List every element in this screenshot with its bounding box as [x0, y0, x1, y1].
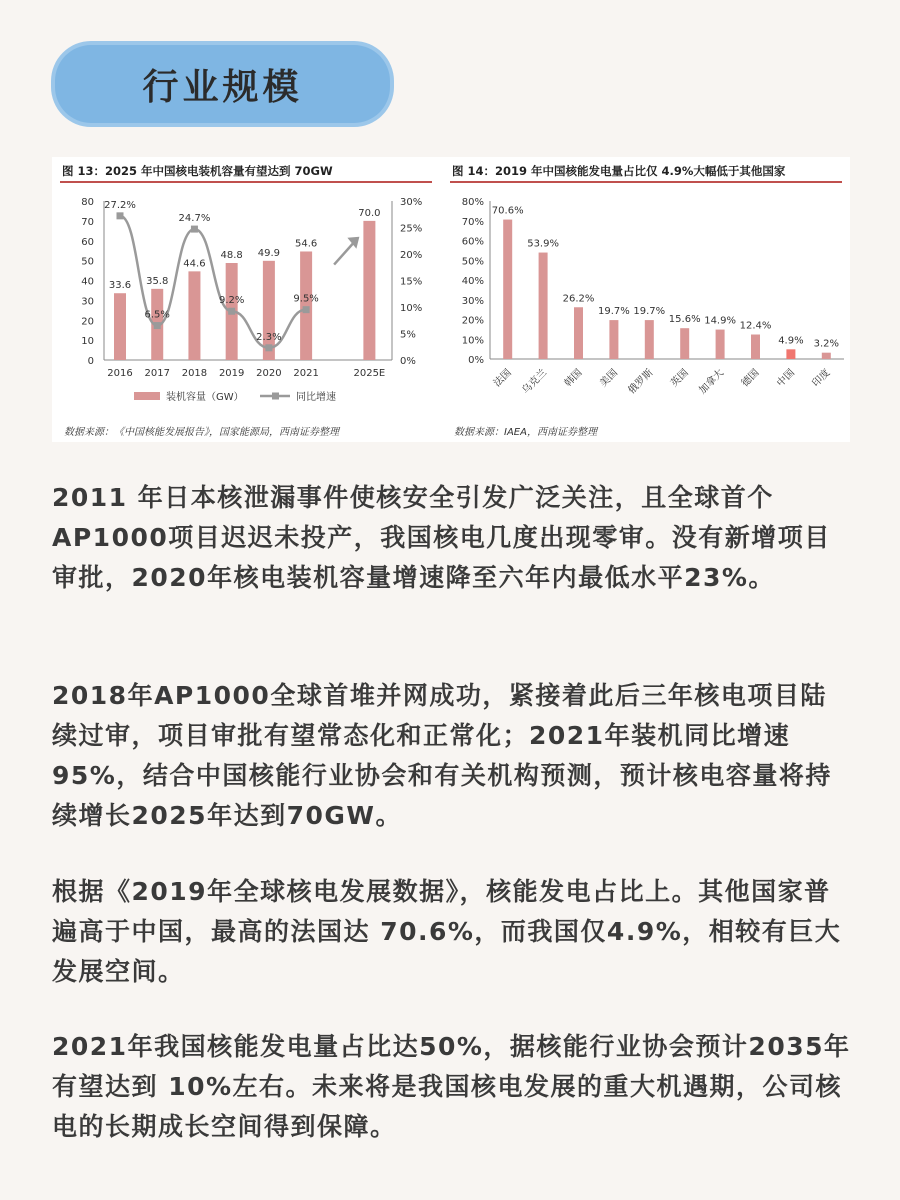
bar-capacity [300, 251, 312, 360]
bar-share [786, 349, 795, 359]
growth-value-label: 9.5% [293, 293, 319, 305]
bar-share [680, 328, 689, 359]
y-tick-label: 20% [461, 315, 484, 327]
growth-marker [228, 308, 235, 315]
y-tick-label: 30 [81, 296, 94, 308]
x-tick-label: 印度 [810, 367, 833, 390]
growth-marker [265, 344, 272, 351]
x-tick-label: 2019 [218, 368, 245, 379]
bar-value-label: 44.6 [183, 258, 206, 270]
section-title-badge [55, 45, 390, 123]
x-tick-label: 2020 [256, 368, 282, 379]
bar-share [822, 353, 831, 359]
bar-share [574, 307, 583, 359]
growth-marker [117, 212, 124, 219]
chart-share-source: 数据来源：IAEA，西南证券整理 [454, 427, 597, 438]
chart-capacity-title: 图 13：2025 年中国核电装机容量有望达到 70GW [62, 164, 333, 178]
bar-value-label: 19.7% [598, 306, 630, 318]
x-tick-label: 英国 [668, 367, 691, 390]
bar-value-label: 35.8 [146, 275, 169, 287]
bar-value-label: 14.9% [704, 315, 736, 327]
y-tick-label: 10 [81, 336, 94, 348]
legend-line-label: 同比增速 [296, 392, 336, 403]
y2-tick-label: 0% [400, 356, 416, 367]
growth-marker [191, 226, 198, 233]
x-tick-label: 中国 [775, 367, 798, 390]
y-tick-label: 80 [81, 197, 94, 208]
bar-value-label: 49.9 [257, 247, 281, 259]
x-tick-label: 2021 [293, 368, 319, 379]
y-tick-label: 10% [461, 335, 484, 347]
y-tick-label: 70% [461, 216, 484, 228]
y-tick-label: 80% [461, 197, 484, 208]
growth-value-label: 6.5% [144, 309, 170, 321]
bar-capacity [114, 293, 126, 360]
y-tick-label: 70 [81, 216, 94, 228]
bar-value-label: 53.9% [527, 238, 559, 250]
x-tick-label: 2016 [107, 368, 133, 379]
bar-share [645, 320, 654, 359]
growth-value-label: 24.7% [178, 213, 211, 225]
trend-arrow-line [334, 241, 355, 265]
y-tick-label: 50 [81, 256, 94, 268]
bar-capacity [188, 271, 200, 360]
y-tick-label: 40% [461, 276, 484, 287]
x-tick-label: 2017 [144, 368, 170, 379]
bar-value-label: 12.4% [739, 320, 772, 332]
bar-share [609, 320, 618, 359]
bar-share [751, 335, 760, 359]
y2-tick-label: 20% [400, 250, 423, 261]
bar-value-label: 4.9% [778, 335, 804, 347]
x-tick-label: 2025E [353, 368, 386, 379]
bar-value-label: 54.6 [294, 238, 318, 250]
bar-share [539, 253, 548, 359]
x-tick-label: 加拿大 [697, 367, 727, 397]
legend-bar-swatch [134, 392, 160, 400]
charts-strip [52, 157, 850, 442]
bar-value-label: 70.0 [358, 207, 381, 219]
y-tick-label: 30% [461, 295, 484, 307]
bar-share [716, 330, 725, 359]
paragraph-1: 2011 年日本核泄漏事件使核安全引发广泛关注，且全球首个AP1000项目迟迟未投产，我国核电几度出现零审。没有新增项目审批，2020年核电装机容量增速降至六年内最低水平23%。 [52, 483, 831, 592]
growth-value-label: 2.3% [256, 331, 282, 343]
y2-tick-label: 10% [400, 303, 423, 314]
bar-value-label: 26.2% [562, 293, 595, 305]
bar-value-label: 48.8 [220, 250, 243, 262]
y-tick-label: 20 [81, 316, 94, 328]
chart-share-svg [442, 185, 850, 440]
x-tick-label: 德国 [739, 367, 762, 390]
y2-tick-label: 30% [400, 197, 423, 208]
y-tick-label: 0% [468, 355, 484, 366]
growth-marker [303, 306, 310, 313]
bar-share [503, 220, 512, 359]
y-tick-label: 0 [87, 356, 94, 367]
growth-value-label: 27.2% [104, 199, 136, 211]
chart-share-title: 图 14：2019 年中国核能发电量占比仅 4.9%大幅低于其他国家 [452, 164, 786, 178]
bar-value-label: 3.2% [813, 338, 840, 350]
chart-capacity-panel [52, 157, 440, 442]
x-tick-label: 法国 [491, 367, 514, 390]
y-tick-label: 50% [461, 256, 484, 268]
chart-capacity-svg [52, 185, 440, 440]
paragraph-3: 根据《2019年全球核电发展数据》，核能发电占比上。其他国家普遍高于中国，最高的法国达 70.6%，而我国仅4.9%，相较有巨大发展空间。 [52, 877, 842, 986]
y-tick-label: 60 [81, 236, 94, 248]
growth-value-label: 9.2% [218, 295, 245, 307]
y2-tick-label: 25% [400, 223, 423, 235]
x-tick-label: 俄罗斯 [626, 367, 656, 397]
y2-tick-label: 15% [400, 276, 423, 288]
chart-capacity-rule [60, 181, 432, 183]
bar-value-label: 33.6 [108, 280, 132, 292]
x-tick-label: 2018 [181, 368, 208, 379]
x-tick-label: 韩国 [562, 367, 585, 390]
bar-capacity [363, 221, 375, 360]
section-title: 行业规模 [142, 66, 303, 108]
y-tick-label: 60% [461, 236, 484, 248]
x-tick-label: 乌克兰 [520, 367, 550, 397]
legend-line-marker [272, 393, 279, 400]
paragraph-4: 2021年我国核能发电量占比达50%，据核能行业协会预计2035年有望达到 10%左右。未来将是我国核电发展的重大机遇期，公司核电的长期成长空间得到保障。 [52, 1032, 851, 1141]
x-tick-label: 美国 [598, 367, 621, 390]
y2-tick-label: 5% [400, 329, 416, 341]
chart-capacity-source: 数据来源：《中国核能发展报告》，国家能源局，西南证券整理 [64, 427, 339, 438]
growth-marker [154, 322, 161, 329]
paragraph-2: 2018年AP1000全球首堆并网成功，紧接着此后三年核电项目陆续过审，项目审批有望常态化和正常化；2021年装机同比增速95%，结合中国核能行业协会和有关机构预测，预计核电容量将持续增长2025年达到70GW。 [52, 681, 832, 830]
bar-value-label: 70.6% [491, 205, 524, 217]
bar-value-label: 19.7% [633, 306, 666, 318]
bar-value-label: 15.6% [668, 314, 701, 326]
chart-share-rule [450, 181, 842, 183]
legend-bar-label: 装机容量（GW） [166, 392, 244, 403]
y-tick-label: 40 [81, 276, 94, 288]
chart-share-panel [442, 157, 850, 442]
